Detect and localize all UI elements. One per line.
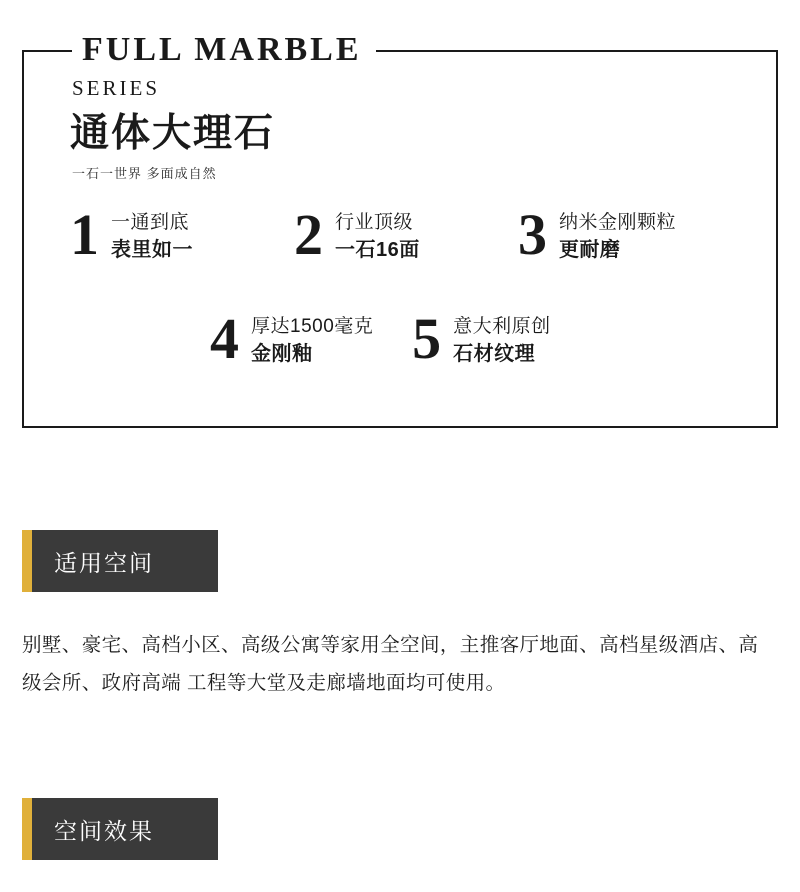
- feature-number: 2: [293, 202, 323, 267]
- hero-title-en: FULL MARBLE: [72, 28, 376, 72]
- feature-text: [251, 310, 373, 368]
- section-accent-bar: [22, 798, 32, 860]
- feature-item: [70, 202, 294, 267]
- section-title-effect: 空间效果: [32, 798, 218, 860]
- feature-line-primary: 一通到底: [111, 212, 190, 233]
- feature-line-primary: 厚达1500毫克: [251, 316, 374, 337]
- feature-row-top: [70, 202, 742, 267]
- feature-item: [517, 202, 742, 267]
- hero-title-cn: 通体大理石: [70, 112, 276, 155]
- hero-series-label: SERIES: [72, 76, 161, 100]
- section-accent-bar: [22, 530, 32, 592]
- feature-line-primary: 纳米金刚颗粒: [558, 212, 676, 233]
- feature-text: [111, 206, 193, 264]
- hero-subtitle-cn: 一石一世界 多面成自然: [72, 166, 217, 181]
- feature-line-secondary: 石材纹理: [453, 343, 536, 365]
- feature-line-secondary: 金刚釉: [251, 343, 313, 365]
- feature-text: [335, 206, 420, 264]
- section-title-space: 适用空间: [32, 530, 218, 592]
- section-header-space: [22, 530, 218, 592]
- feature-item: [210, 306, 412, 371]
- feature-line-primary: 行业顶级: [334, 212, 413, 233]
- feature-row-bottom: [70, 306, 742, 371]
- feature-text: [559, 206, 676, 264]
- feature-text: [453, 310, 551, 368]
- feature-number: 1: [70, 202, 99, 267]
- feature-item: [293, 202, 518, 267]
- section-body-space: 别墅、豪宅、高档小区、高级公寓等家用全空间，主推客厅地面、高档星级酒店、高级会所、政府高端 工程等大堂及走廊墙地面均可使用。: [22, 634, 759, 694]
- feature-line-secondary: 表里如一: [111, 239, 193, 261]
- feature-item: [412, 306, 614, 371]
- section-header-effect: [22, 798, 218, 860]
- feature-number: 3: [517, 202, 547, 267]
- feature-line-secondary: 一石16面: [334, 239, 420, 261]
- feature-number: 5: [412, 306, 442, 371]
- feature-list: [70, 202, 742, 371]
- feature-line-primary: 意大利原创: [453, 316, 551, 337]
- feature-number: 4: [210, 306, 239, 371]
- feature-line-secondary: 更耐磨: [558, 239, 621, 261]
- hero-section: [22, 28, 778, 428]
